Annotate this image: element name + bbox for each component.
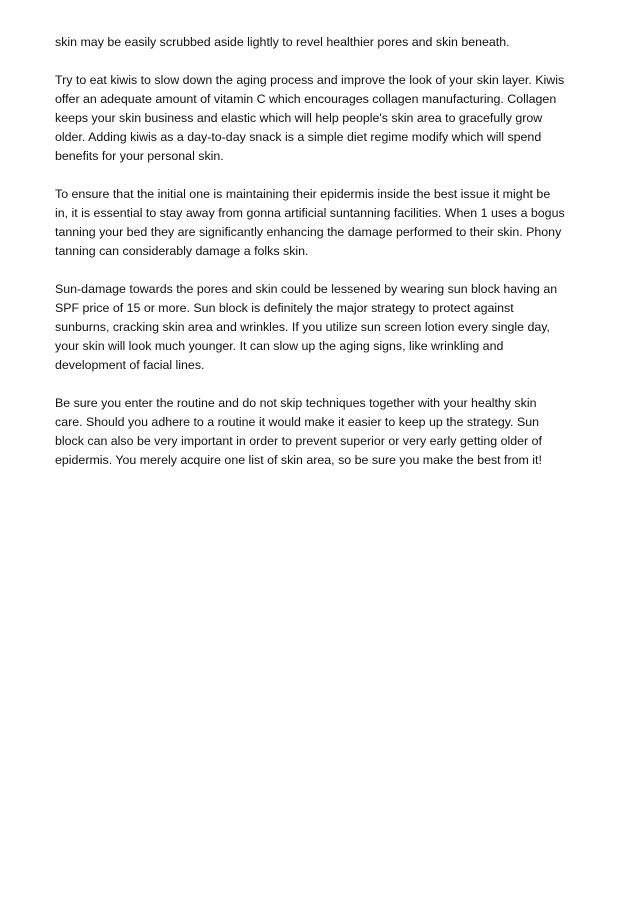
- text-line: sunburns, cracking skin area and wrinkles. If you utilize sun screen lotion every single day,: [55, 320, 550, 334]
- text-line: SPF price of 15 or more. Sun block is definitely the major strategy to protect against: [55, 301, 514, 315]
- text-line: skin may be easily scrubbed aside lightly to revel healthier pores and skin beneath.: [55, 35, 510, 49]
- text-line: Sun-damage towards the pores and skin could be lessened by wearing sun block having an: [55, 282, 558, 296]
- paragraph-1: [55, 33, 595, 52]
- text-line: epidermis. You merely acquire one list of skin area, so be sure you make the best from it!: [55, 453, 542, 467]
- text-line: Try to eat kiwis to slow down the aging process and improve the look of your skin layer. Kiwis: [55, 73, 565, 87]
- text-line: older. Adding kiwis as a day-to-day snack is a simple diet regime modify which will spend: [55, 130, 542, 144]
- text-line: care. Should you adhere to a routine it would make it easier to keep up the strategy. Sun: [55, 415, 539, 429]
- text-line: To ensure that the initial one is maintaining their epidermis inside the best issue it might be: [55, 187, 551, 201]
- text-line: tanning your bed they are significantly enhancing the damage performed to their skin. Phony: [55, 225, 562, 239]
- paragraph-3: [55, 185, 595, 261]
- paragraph-2: [55, 71, 595, 166]
- text-line: block can also be very important in order to prevent superior or very early getting older of: [55, 434, 542, 448]
- text-line: keeps your skin business and elastic which will help people's skin area to gracefully grow: [55, 111, 543, 125]
- text-line: tanning can considerably damage a folks skin.: [55, 244, 309, 258]
- text-line: your skin will look much younger. It can slow up the aging signs, like wrinkling and: [55, 339, 504, 353]
- text-line: offer an adequate amount of vitamin C which encourages collagen manufacturing. Collagen: [55, 92, 557, 106]
- paragraph-4: [55, 280, 595, 375]
- text-line: in, it is essential to stay away from gonna artificial suntanning facilities. When 1 uses a bogus: [55, 206, 565, 220]
- text-line: development of facial lines.: [55, 358, 205, 372]
- document-body: [55, 33, 595, 489]
- paragraph-5: [55, 394, 595, 470]
- text-line: Be sure you enter the routine and do not skip techniques together with your healthy skin: [55, 396, 537, 410]
- text-line: benefits for your personal skin.: [55, 149, 224, 163]
